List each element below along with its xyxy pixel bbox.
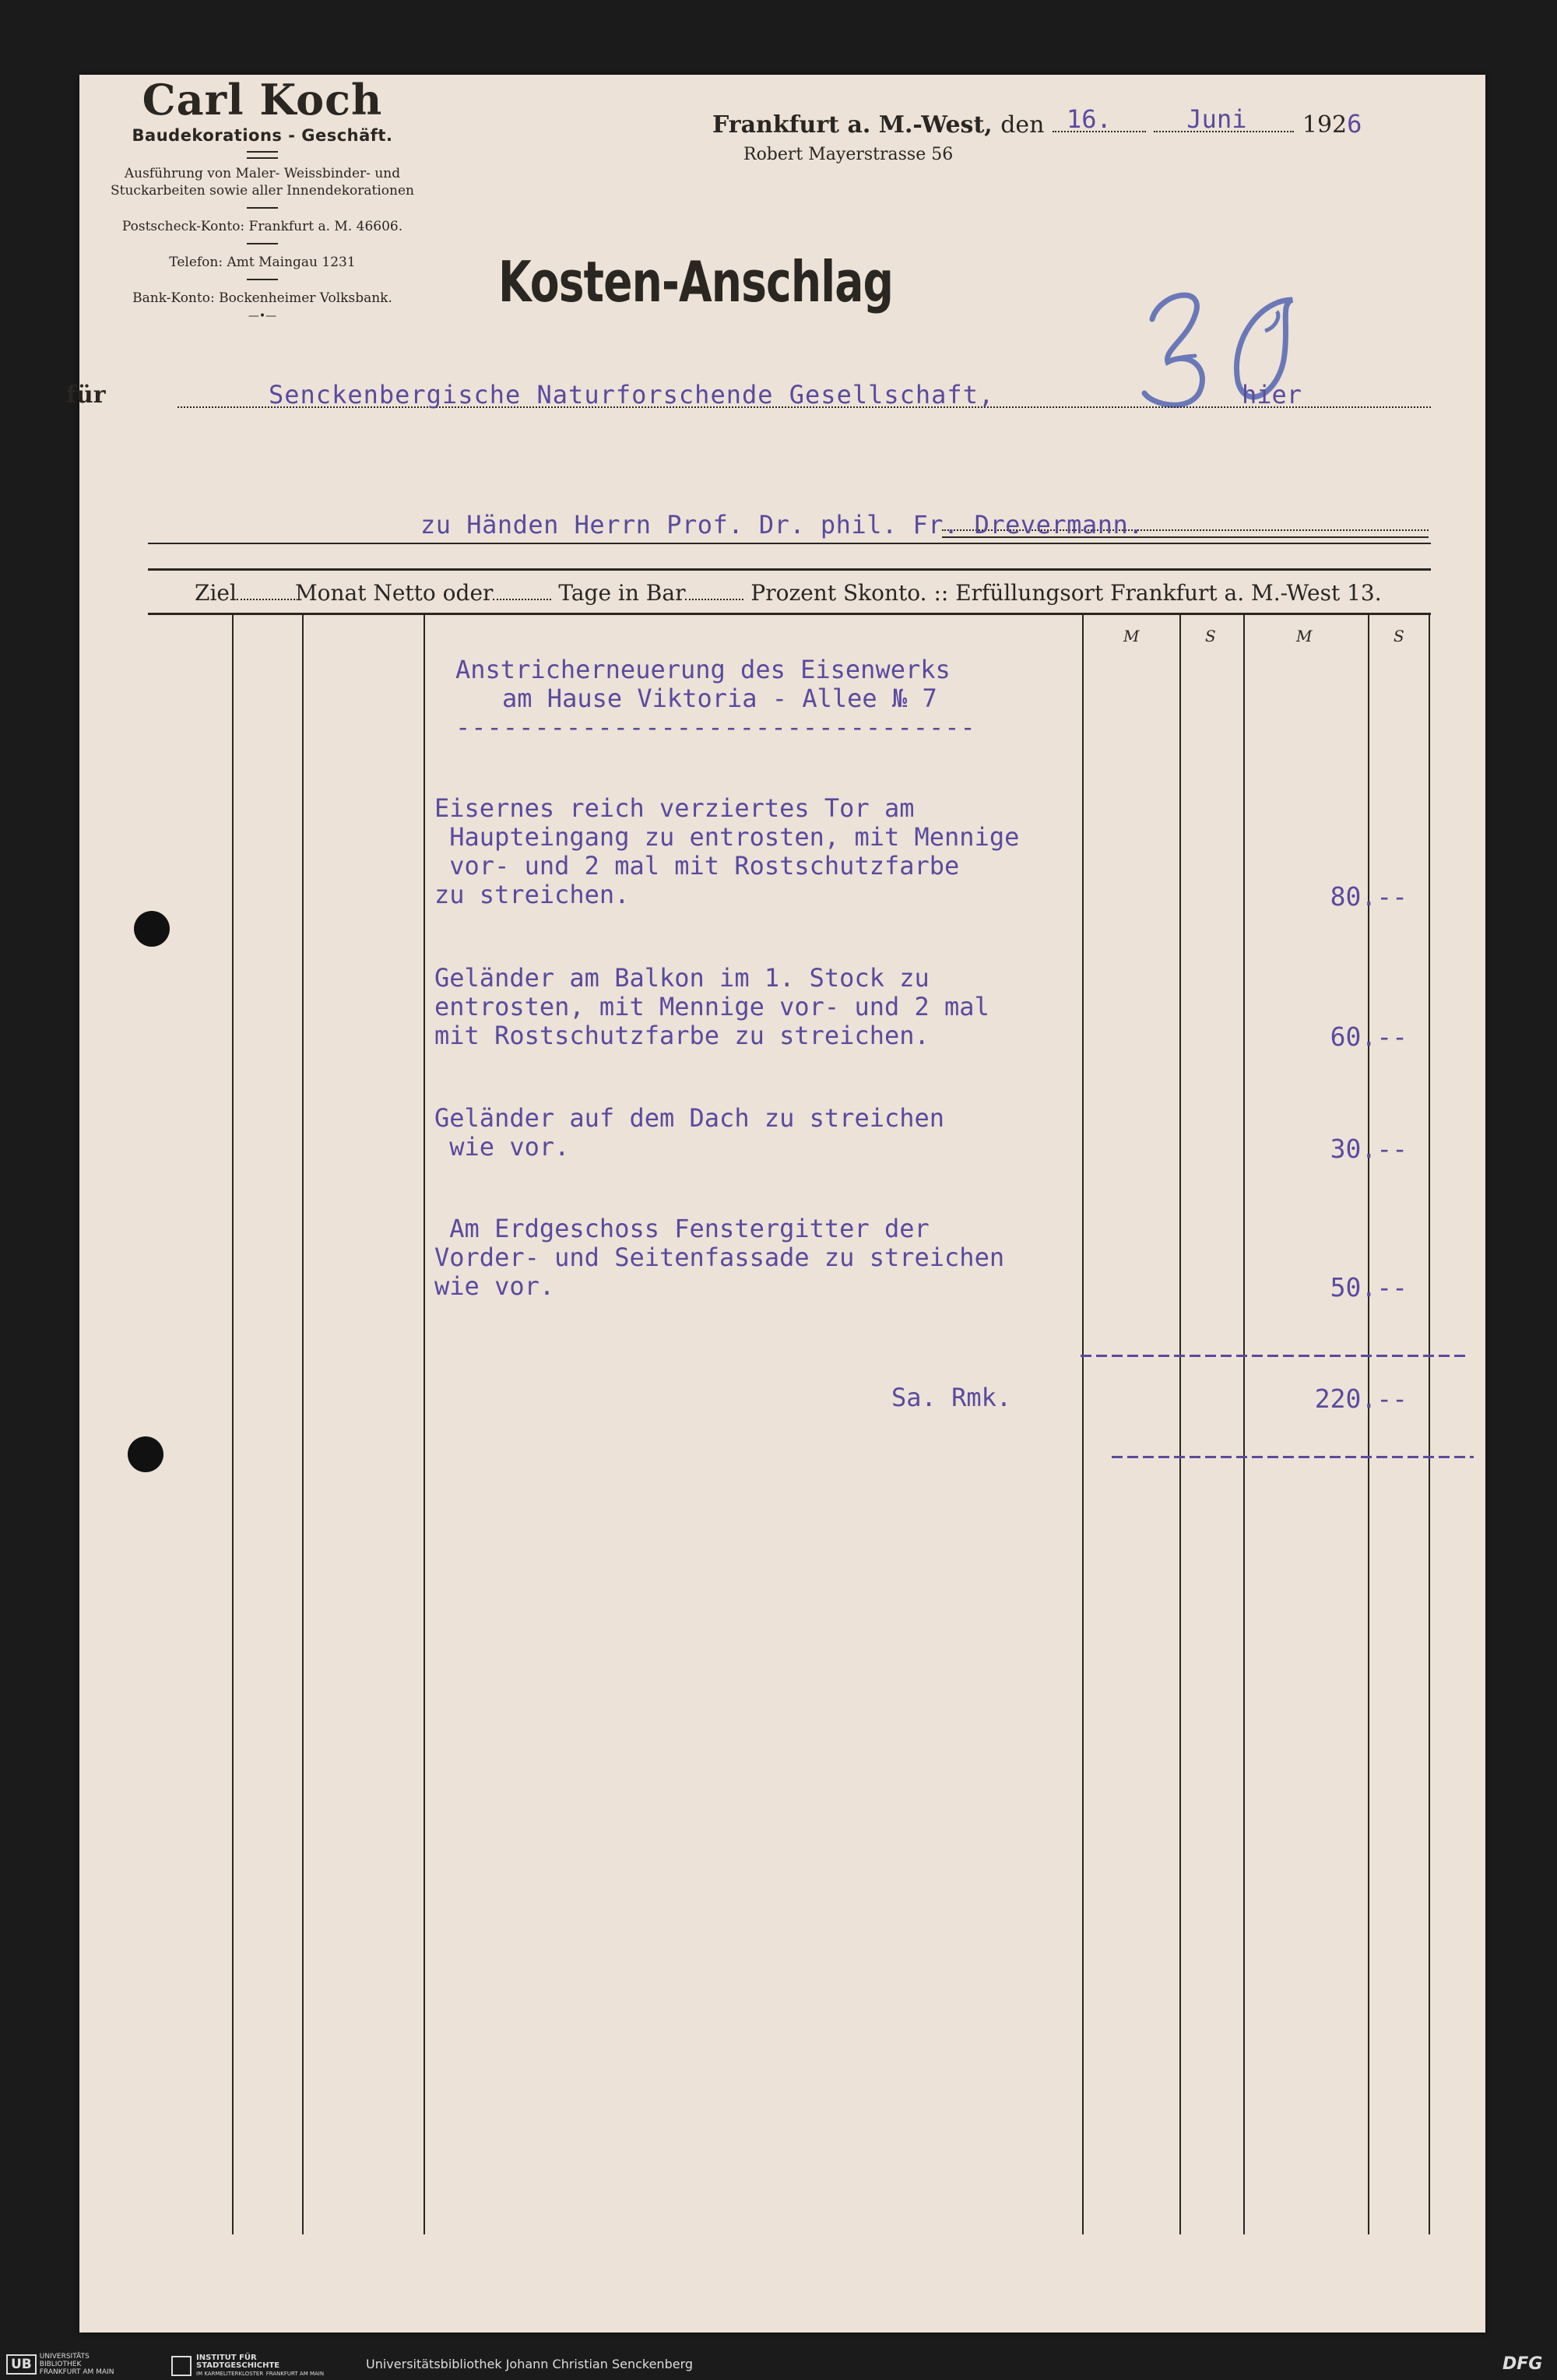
ifs-text-line: INSTITUT FÜR	[196, 2354, 257, 2362]
terms-top-rule	[148, 568, 1431, 571]
divider	[247, 151, 278, 159]
bank-account: Bank-Konto: Bockenheimer Volksbank.	[132, 290, 392, 306]
column-rule	[1429, 615, 1430, 2234]
recipient-line-2	[420, 510, 1144, 540]
ifs-logo	[171, 2354, 324, 2378]
place: Frankfurt a. M.-West,	[712, 111, 993, 139]
firm-subtitle: Baudekorations - Geschäft.	[132, 126, 393, 145]
date-day: 16.	[1066, 104, 1112, 134]
terms-blank	[493, 583, 551, 600]
punch-hole	[134, 911, 170, 947]
ifs-text-line: STADTGESCHICHTE	[196, 2361, 280, 2370]
month-field	[1154, 104, 1294, 134]
heading-line-2: am Hause Viktoria - Allee № 7	[502, 684, 937, 713]
total-label: Sa. Rmk.	[891, 1383, 1012, 1412]
column-header-pf: S	[1205, 627, 1216, 645]
item-2-amount: 60.--	[1330, 1021, 1408, 1052]
item-3-amount: 30.--	[1330, 1134, 1408, 1164]
column-rule	[302, 615, 304, 2234]
ifs-text	[196, 2354, 324, 2378]
terms-tage: Tage in Bar	[558, 580, 686, 606]
ornament-icon: —•—	[248, 310, 277, 322]
column-rule	[1243, 615, 1245, 2234]
item-2-text: Geländer am Balkon im 1. Stock zu entrosten, mit Mennige vor- und 2 mal mit Rostschutzfarbe zu streichen.	[434, 963, 989, 1050]
ub-logo	[6, 2353, 114, 2376]
item-4-text: Am Erdgeschoss Fenstergitter der Vorder- und Seitenfassade zu streichen wie vor.	[434, 1214, 1005, 1301]
document-title: Kosten-Anschlag	[498, 249, 894, 315]
terms-ziel: Ziel	[195, 580, 237, 606]
column-rule	[232, 615, 234, 2234]
street-address: Robert Mayerstrasse 56	[743, 145, 954, 164]
ub-text-line: BIBLIOTHEK	[39, 2361, 82, 2368]
ub-text-line: UNIVERSITÄTS	[39, 2353, 90, 2361]
day-field	[1053, 104, 1146, 134]
terms-monat: Monat Netto oder	[294, 580, 494, 606]
payment-terms	[195, 580, 1382, 606]
letterhead-firm	[95, 75, 430, 322]
recipient-name: Fr. Drevermann.	[912, 510, 1144, 540]
library-name: Universitätsbibliothek Johann Christian Senckenberg	[366, 2357, 694, 2371]
ub-text-line: FRANKFURT AM MAIN	[39, 2368, 114, 2376]
dfg-logo: DFG	[1503, 2354, 1543, 2374]
ifs-mark-icon	[171, 2356, 192, 2376]
terms-blank	[685, 583, 743, 600]
date-year-digit: 6	[1347, 109, 1362, 139]
sum-rule	[1081, 1355, 1470, 1357]
recipient-line-1-suffix: hier	[1242, 380, 1302, 410]
divider	[247, 279, 278, 280]
item-1-text: Eisernes reich verziertes Tor am Haupteingang zu entrosten, mit Mennige vor- und 2 mal mit Rostschutzfarbe zu streichen.	[434, 793, 1020, 909]
item-4-amount: 50.--	[1330, 1272, 1408, 1302]
recipient-prefix: zu Händen Herrn Prof. Dr. phil.	[420, 510, 898, 540]
services-line-2: Stuckarbeiten sowie aller Innendekorationen	[111, 183, 414, 199]
place-date-line	[712, 104, 1362, 139]
punch-hole	[128, 1436, 163, 1472]
rule	[148, 543, 1431, 544]
firm-name: Carl Koch	[142, 75, 383, 125]
column-rule	[424, 615, 425, 2234]
ub-text	[40, 2353, 114, 2376]
date-month: Juni	[1186, 104, 1247, 134]
item-3-text: Geländer auf dem Dach zu streichen wie vor.	[434, 1103, 945, 1162]
den-label: den	[1000, 111, 1045, 139]
ifs-text-line: FRANKFURT AM MAIN	[265, 2371, 325, 2377]
column-rule	[1082, 615, 1084, 2234]
ifs-text-line: IM KARMELITERKLOSTER	[196, 2371, 264, 2377]
column-rule	[1368, 615, 1369, 2234]
ub-mark: UB	[6, 2354, 37, 2375]
column-rule	[1179, 615, 1181, 2234]
terms-bottom-rule	[148, 613, 1431, 615]
terms-blank	[237, 583, 295, 600]
column-header-mark: M	[1123, 627, 1140, 645]
terms-prozent: Prozent Skonto.	[750, 580, 927, 606]
total-amount: 220.--	[1314, 1383, 1408, 1414]
telephone: Telefon: Amt Maingau 1231	[169, 255, 356, 270]
item-1-amount: 80.--	[1330, 881, 1408, 912]
terms-erfuellung: :: Erfüllungsort Frankfurt a. M.-West 13.	[933, 580, 1382, 606]
year-prefix: 192	[1302, 111, 1348, 139]
services-line-1: Ausführung von Maler- Weissbinder- und	[124, 166, 401, 181]
postscheck-account: Postscheck-Konto: Frankfurt a. M. 46606.	[121, 219, 403, 234]
total-double-rule	[1112, 1456, 1474, 1458]
column-header-mark-2: M	[1296, 627, 1313, 645]
fuer-label: für	[66, 381, 106, 409]
heading-line-1: Anstricherneuerung des Eisenwerks	[455, 655, 951, 684]
divider	[247, 207, 278, 209]
divider	[247, 243, 278, 244]
column-header-pf-2: S	[1394, 627, 1404, 645]
recipient-line-1: Senckenbergische Naturforschende Gesellschaft,	[269, 380, 995, 410]
heading-underline: ---------------------------------	[455, 712, 976, 742]
